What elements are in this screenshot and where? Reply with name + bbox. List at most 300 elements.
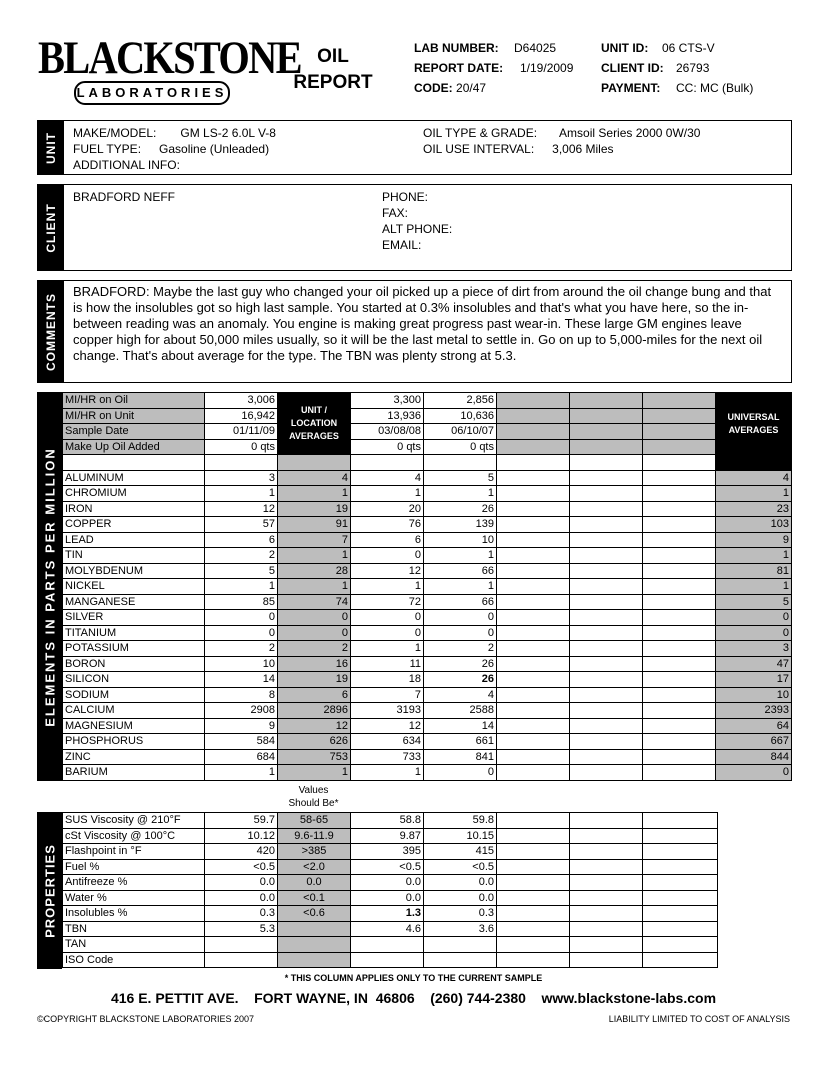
- empty-cell: [497, 687, 570, 703]
- element-prev1: 1: [351, 641, 424, 657]
- empty-cell: [278, 455, 351, 471]
- element-unit-average: 2896: [278, 703, 351, 719]
- element-name: ZINC: [63, 749, 205, 765]
- empty-cell: [643, 532, 716, 548]
- property-current: [205, 937, 278, 953]
- info-prev1: 03/08/08: [351, 424, 424, 440]
- element-prev2: 66: [424, 563, 497, 579]
- empty-cell: [570, 828, 643, 844]
- element-row: [63, 765, 792, 781]
- info-prev2: 06/10/07: [424, 424, 497, 440]
- element-row: [63, 687, 792, 703]
- element-current: 0: [205, 625, 278, 641]
- empty-cell: [497, 455, 570, 471]
- property-current: 10.12: [205, 828, 278, 844]
- element-universal-average: 5: [716, 594, 792, 610]
- property-prev2: [424, 937, 497, 953]
- element-universal-average: 0: [716, 625, 792, 641]
- empty-cell: [497, 859, 570, 875]
- empty-cell: [497, 906, 570, 922]
- empty-cell: [643, 393, 716, 409]
- property-current: 0.0: [205, 875, 278, 891]
- info-current: 0 qts: [205, 439, 278, 455]
- property-prev1: 0.0: [351, 890, 424, 906]
- unit-id-value: 06 CTS-V: [662, 41, 715, 55]
- properties-section-tab: [37, 812, 62, 969]
- element-row: [63, 641, 792, 657]
- element-prev2: 661: [424, 734, 497, 750]
- element-universal-average: 103: [716, 517, 792, 533]
- element-prev1: 1: [351, 486, 424, 502]
- element-universal-average: 9: [716, 532, 792, 548]
- element-current: 2908: [205, 703, 278, 719]
- element-name: ALUMINUM: [63, 470, 205, 486]
- property-current: 420: [205, 844, 278, 860]
- element-universal-average: 844: [716, 749, 792, 765]
- empty-cell: [497, 579, 570, 595]
- element-current: 85: [205, 594, 278, 610]
- element-current: 1: [205, 765, 278, 781]
- property-prev2: 0.3: [424, 906, 497, 922]
- element-current: 10: [205, 656, 278, 672]
- report-date-label: REPORT DATE:: [414, 61, 504, 75]
- empty-cell: [497, 703, 570, 719]
- info-current: 16,942: [205, 408, 278, 424]
- empty-cell: [643, 563, 716, 579]
- element-row: [63, 517, 792, 533]
- property-name: Insolubles %: [63, 906, 205, 922]
- element-prev2: 26: [424, 672, 497, 688]
- element-universal-average: 64: [716, 718, 792, 734]
- elements-section-tab: [37, 392, 62, 781]
- property-prev2: 3.6: [424, 921, 497, 937]
- element-prev1: 0: [351, 625, 424, 641]
- empty-cell: [497, 610, 570, 626]
- element-unit-average: 0: [278, 625, 351, 641]
- element-row: [63, 656, 792, 672]
- property-should-be: [278, 921, 351, 937]
- element-unit-average: 6: [278, 687, 351, 703]
- element-prev1: 72: [351, 594, 424, 610]
- property-prev1: 9.87: [351, 828, 424, 844]
- element-prev2: 26: [424, 501, 497, 517]
- footnote: * THIS COLUMN APPLIES ONLY TO THE CURRENT SAMPLE: [284, 973, 543, 983]
- element-current: 3: [205, 470, 278, 486]
- element-unit-average: 753: [278, 749, 351, 765]
- element-name: TITANIUM: [63, 625, 205, 641]
- element-unit-average: 1: [278, 765, 351, 781]
- interval-value: 3,006 Miles: [552, 142, 614, 156]
- empty-cell: [570, 687, 643, 703]
- interval-label: OIL USE INTERVAL:: [423, 142, 535, 156]
- property-should-be: >385: [278, 844, 351, 860]
- property-row: [63, 813, 718, 829]
- empty-cell: [570, 952, 643, 968]
- empty-cell: [570, 393, 643, 409]
- info-prev2: 10,636: [424, 408, 497, 424]
- comments-text: BRADFORD: Maybe the last guy who changed your oil picked up a piece of dirt from around the oil change bung and that is how the insolubles got so high last sample. You started at 0.3% insolubles and that's what you have here, so the in-between reading was an anomaly. You engine is making great progress past wear-in. These large GM engines leave copper high for about 50,000 miles usually, so it will be the last metal to settle in. Go on up to 5,000-miles for the next oil change. That's about average for the type. The TBN was plenty strong at 5.3.: [73, 284, 772, 363]
- code-label: CODE:: [414, 81, 453, 95]
- oil-type-value: Amsoil Series 2000 0W/30: [559, 126, 701, 140]
- element-unit-average: 28: [278, 563, 351, 579]
- property-row: [63, 844, 718, 860]
- empty-cell: [497, 813, 570, 829]
- property-prev2: <0.5: [424, 859, 497, 875]
- property-row: [63, 875, 718, 891]
- element-prev2: 2588: [424, 703, 497, 719]
- empty-cell: [643, 517, 716, 533]
- element-name: CALCIUM: [63, 703, 205, 719]
- empty-cell: [497, 734, 570, 750]
- empty-cell: [570, 718, 643, 734]
- element-prev1: 12: [351, 563, 424, 579]
- element-row: [63, 610, 792, 626]
- element-prev1: 7: [351, 687, 424, 703]
- empty-cell: [643, 921, 718, 937]
- empty-cell: [643, 703, 716, 719]
- empty-cell: [497, 393, 570, 409]
- element-prev2: 4: [424, 687, 497, 703]
- empty-cell: [570, 470, 643, 486]
- element-unit-average: 4: [278, 470, 351, 486]
- property-current: <0.5: [205, 859, 278, 875]
- element-unit-average: 19: [278, 501, 351, 517]
- empty-cell: [424, 455, 497, 471]
- email-label: EMAIL:: [382, 238, 422, 252]
- empty-cell: [497, 875, 570, 891]
- fuel-label: FUEL TYPE:: [73, 142, 142, 156]
- element-name: LEAD: [63, 532, 205, 548]
- copyright: ©COPYRIGHT BLACKSTONE LABORATORIES 2007: [37, 1014, 255, 1024]
- element-unit-average: 16: [278, 656, 351, 672]
- element-prev2: 26: [424, 656, 497, 672]
- element-prev1: 12: [351, 718, 424, 734]
- property-prev1: 58.8: [351, 813, 424, 829]
- liability-note: LIABILITY LIMITED TO COST OF ANALYSIS: [608, 1014, 790, 1024]
- empty-cell: [643, 625, 716, 641]
- element-unit-average: 12: [278, 718, 351, 734]
- empty-cell: [643, 828, 718, 844]
- element-universal-average: 17: [716, 672, 792, 688]
- empty-cell: [643, 610, 716, 626]
- element-unit-average: 91: [278, 517, 351, 533]
- empty-cell: [497, 844, 570, 860]
- element-prev1: 20: [351, 501, 424, 517]
- empty-cell: [205, 455, 278, 471]
- property-prev1: 1.3: [351, 906, 424, 922]
- empty-cell: [497, 765, 570, 781]
- property-row: [63, 859, 718, 875]
- empty-cell: [643, 813, 718, 829]
- element-prev2: 14: [424, 718, 497, 734]
- element-universal-average: 1: [716, 548, 792, 564]
- info-row: [63, 439, 792, 455]
- universal-averages-header: UNIVERSAL AVERAGES: [716, 393, 792, 455]
- empty-cell: [570, 408, 643, 424]
- element-current: 5: [205, 563, 278, 579]
- properties-section-label: PROPERTIES: [42, 843, 57, 938]
- spacer-row: [63, 455, 792, 471]
- element-name: MANGANESE: [63, 594, 205, 610]
- property-name: TAN: [63, 937, 205, 953]
- element-row: [63, 579, 792, 595]
- empty-cell: [570, 641, 643, 657]
- empty-cell: [643, 656, 716, 672]
- empty-cell: [497, 594, 570, 610]
- empty-cell: [570, 610, 643, 626]
- element-prev2: 139: [424, 517, 497, 533]
- empty-cell: [643, 952, 718, 968]
- element-current: 8: [205, 687, 278, 703]
- empty-cell: [497, 718, 570, 734]
- empty-cell: [351, 455, 424, 471]
- empty-cell: [497, 952, 570, 968]
- empty-cell: [570, 875, 643, 891]
- property-prev1: 4.6: [351, 921, 424, 937]
- element-row: [63, 532, 792, 548]
- empty-cell: [570, 439, 643, 455]
- alt-phone-label: ALT PHONE:: [382, 222, 453, 236]
- element-unit-average: 1: [278, 548, 351, 564]
- empty-cell: [497, 470, 570, 486]
- element-universal-average: 4: [716, 470, 792, 486]
- info-label: MI/HR on Unit: [63, 408, 205, 424]
- empty-cell: [643, 641, 716, 657]
- values-label-line1: Values: [298, 785, 329, 796]
- element-name: PHOSPHORUS: [63, 734, 205, 750]
- element-universal-average: 0: [716, 610, 792, 626]
- property-name: SUS Viscosity @ 210°F: [63, 813, 205, 829]
- element-current: 9: [205, 718, 278, 734]
- element-name: MAGNESIUM: [63, 718, 205, 734]
- element-universal-average: 23: [716, 501, 792, 517]
- property-prev2: 59.8: [424, 813, 497, 829]
- element-prev2: 1: [424, 486, 497, 502]
- element-prev1: 0: [351, 610, 424, 626]
- element-row: [63, 718, 792, 734]
- property-row: [63, 828, 718, 844]
- empty-cell: [570, 765, 643, 781]
- empty-cell: [570, 844, 643, 860]
- empty-cell: [643, 844, 718, 860]
- comments-section: [37, 280, 792, 383]
- make-value: GM LS-2 6.0L V-8: [180, 126, 276, 140]
- oil-type-label: OIL TYPE & GRADE:: [423, 126, 538, 140]
- element-row: [63, 703, 792, 719]
- element-current: 57: [205, 517, 278, 533]
- property-prev2: 10.15: [424, 828, 497, 844]
- empty-cell: [570, 532, 643, 548]
- element-row: [63, 672, 792, 688]
- comments-section-label: COMMENTS: [44, 292, 58, 371]
- element-universal-average: 667: [716, 734, 792, 750]
- element-universal-average: 81: [716, 563, 792, 579]
- element-prev1: 18: [351, 672, 424, 688]
- empty-cell: [643, 470, 716, 486]
- empty-cell: [497, 408, 570, 424]
- element-current: 684: [205, 749, 278, 765]
- element-unit-average: 19: [278, 672, 351, 688]
- empty-cell: [497, 439, 570, 455]
- element-current: 0: [205, 610, 278, 626]
- report-title: [285, 44, 381, 96]
- element-name: COPPER: [63, 517, 205, 533]
- empty-cell: [497, 921, 570, 937]
- empty-cell: [570, 890, 643, 906]
- property-should-be: [278, 937, 351, 953]
- element-prev1: 634: [351, 734, 424, 750]
- property-should-be: <0.6: [278, 906, 351, 922]
- property-should-be: [278, 952, 351, 968]
- property-should-be: 58-65: [278, 813, 351, 829]
- property-name: Fuel %: [63, 859, 205, 875]
- empty-cell: [570, 672, 643, 688]
- payment-value: CC: MC (Bulk): [676, 81, 754, 95]
- element-current: 1: [205, 486, 278, 502]
- info-current: 01/11/09: [205, 424, 278, 440]
- empty-cell: [643, 687, 716, 703]
- element-universal-average: 3: [716, 641, 792, 657]
- info-current: 3,006: [205, 393, 278, 409]
- empty-cell: [497, 641, 570, 657]
- element-universal-average: 10: [716, 687, 792, 703]
- element-universal-average: 1: [716, 579, 792, 595]
- element-prev1: 1: [351, 579, 424, 595]
- property-prev2: [424, 952, 497, 968]
- element-prev1: 3193: [351, 703, 424, 719]
- empty-cell: [497, 937, 570, 953]
- header-right-values: [662, 38, 754, 98]
- unit-section: [37, 120, 792, 175]
- element-prev1: 1: [351, 765, 424, 781]
- element-unit-average: 1: [278, 486, 351, 502]
- empty-cell: [643, 548, 716, 564]
- empty-cell: [570, 579, 643, 595]
- element-current: 1: [205, 579, 278, 595]
- empty-cell: [497, 517, 570, 533]
- property-prev1: 395: [351, 844, 424, 860]
- property-current: 0.0: [205, 890, 278, 906]
- element-name: CHROMIUM: [63, 486, 205, 502]
- element-prev2: 0: [424, 610, 497, 626]
- element-universal-average: 2393: [716, 703, 792, 719]
- empty-cell: [643, 890, 718, 906]
- empty-cell: [643, 439, 716, 455]
- blackstone-logo: [38, 32, 301, 112]
- element-prev2: 10: [424, 532, 497, 548]
- element-prev2: 0: [424, 765, 497, 781]
- info-label: Make Up Oil Added: [63, 439, 205, 455]
- fax-label: FAX:: [382, 206, 409, 220]
- info-prev2: 0 qts: [424, 439, 497, 455]
- element-unit-average: 0: [278, 610, 351, 626]
- property-name: cSt Viscosity @ 100°C: [63, 828, 205, 844]
- element-current: 12: [205, 501, 278, 517]
- empty-cell: [643, 734, 716, 750]
- property-prev1: [351, 937, 424, 953]
- element-prev2: 5: [424, 470, 497, 486]
- empty-cell: [570, 813, 643, 829]
- empty-cell: [643, 579, 716, 595]
- element-prev2: 2: [424, 641, 497, 657]
- property-current: 59.7: [205, 813, 278, 829]
- empty-cell: [643, 424, 716, 440]
- element-row: [63, 548, 792, 564]
- report-date-value: 1/19/2009: [520, 61, 574, 75]
- info-row: [63, 393, 792, 409]
- empty-cell: [497, 890, 570, 906]
- header-left-labels: [414, 38, 503, 98]
- header-right-labels: [601, 38, 664, 98]
- property-prev2: 0.0: [424, 890, 497, 906]
- element-prev1: 4: [351, 470, 424, 486]
- empty-cell: [570, 703, 643, 719]
- client-section: [37, 184, 792, 271]
- element-name: POTASSIUM: [63, 641, 205, 657]
- property-row: [63, 890, 718, 906]
- report-title-line1: OIL: [317, 46, 349, 67]
- empty-cell: [570, 486, 643, 502]
- client-id-value: 26793: [676, 61, 710, 75]
- element-unit-average: 2: [278, 641, 351, 657]
- make-label: MAKE/MODEL:: [73, 126, 157, 140]
- empty-cell: [497, 501, 570, 517]
- element-unit-average: 626: [278, 734, 351, 750]
- fuel-value: Gasoline (Unleaded): [159, 142, 270, 156]
- element-prev1: 6: [351, 532, 424, 548]
- empty-cell: [570, 859, 643, 875]
- info-label: Sample Date: [63, 424, 205, 440]
- header-left-values: [514, 38, 573, 78]
- info-label: MI/HR on Oil: [63, 393, 205, 409]
- element-prev1: 76: [351, 517, 424, 533]
- empty-cell: [570, 734, 643, 750]
- property-prev1: <0.5: [351, 859, 424, 875]
- empty-cell: [497, 424, 570, 440]
- property-should-be: 0.0: [278, 875, 351, 891]
- empty-cell: [497, 828, 570, 844]
- empty-cell: [570, 625, 643, 641]
- empty-cell: [570, 937, 643, 953]
- empty-cell: [643, 906, 718, 922]
- element-prev2: 1: [424, 579, 497, 595]
- values-should-be-label: [277, 784, 350, 810]
- element-universal-average: 0: [716, 765, 792, 781]
- property-should-be: <0.1: [278, 890, 351, 906]
- unit-left-fields: [73, 125, 276, 173]
- info-row: [63, 408, 792, 424]
- element-current: 14: [205, 672, 278, 688]
- empty-cell: [643, 501, 716, 517]
- empty-cell: [497, 672, 570, 688]
- property-current: [205, 952, 278, 968]
- info-prev1: 13,936: [351, 408, 424, 424]
- info-prev1: 0 qts: [351, 439, 424, 455]
- empty-cell: [570, 594, 643, 610]
- element-current: 6: [205, 532, 278, 548]
- property-prev1: 0.0: [351, 875, 424, 891]
- property-should-be: 9.6-11.9: [278, 828, 351, 844]
- property-row: [63, 906, 718, 922]
- additional-info-label: ADDITIONAL INFO:: [73, 158, 180, 172]
- element-prev1: 11: [351, 656, 424, 672]
- empty-cell: [570, 548, 643, 564]
- unit-right-fields: [423, 125, 700, 157]
- unit-section-tab: [38, 121, 64, 174]
- empty-cell: [643, 455, 716, 471]
- empty-cell: [643, 749, 716, 765]
- empty-cell: [497, 548, 570, 564]
